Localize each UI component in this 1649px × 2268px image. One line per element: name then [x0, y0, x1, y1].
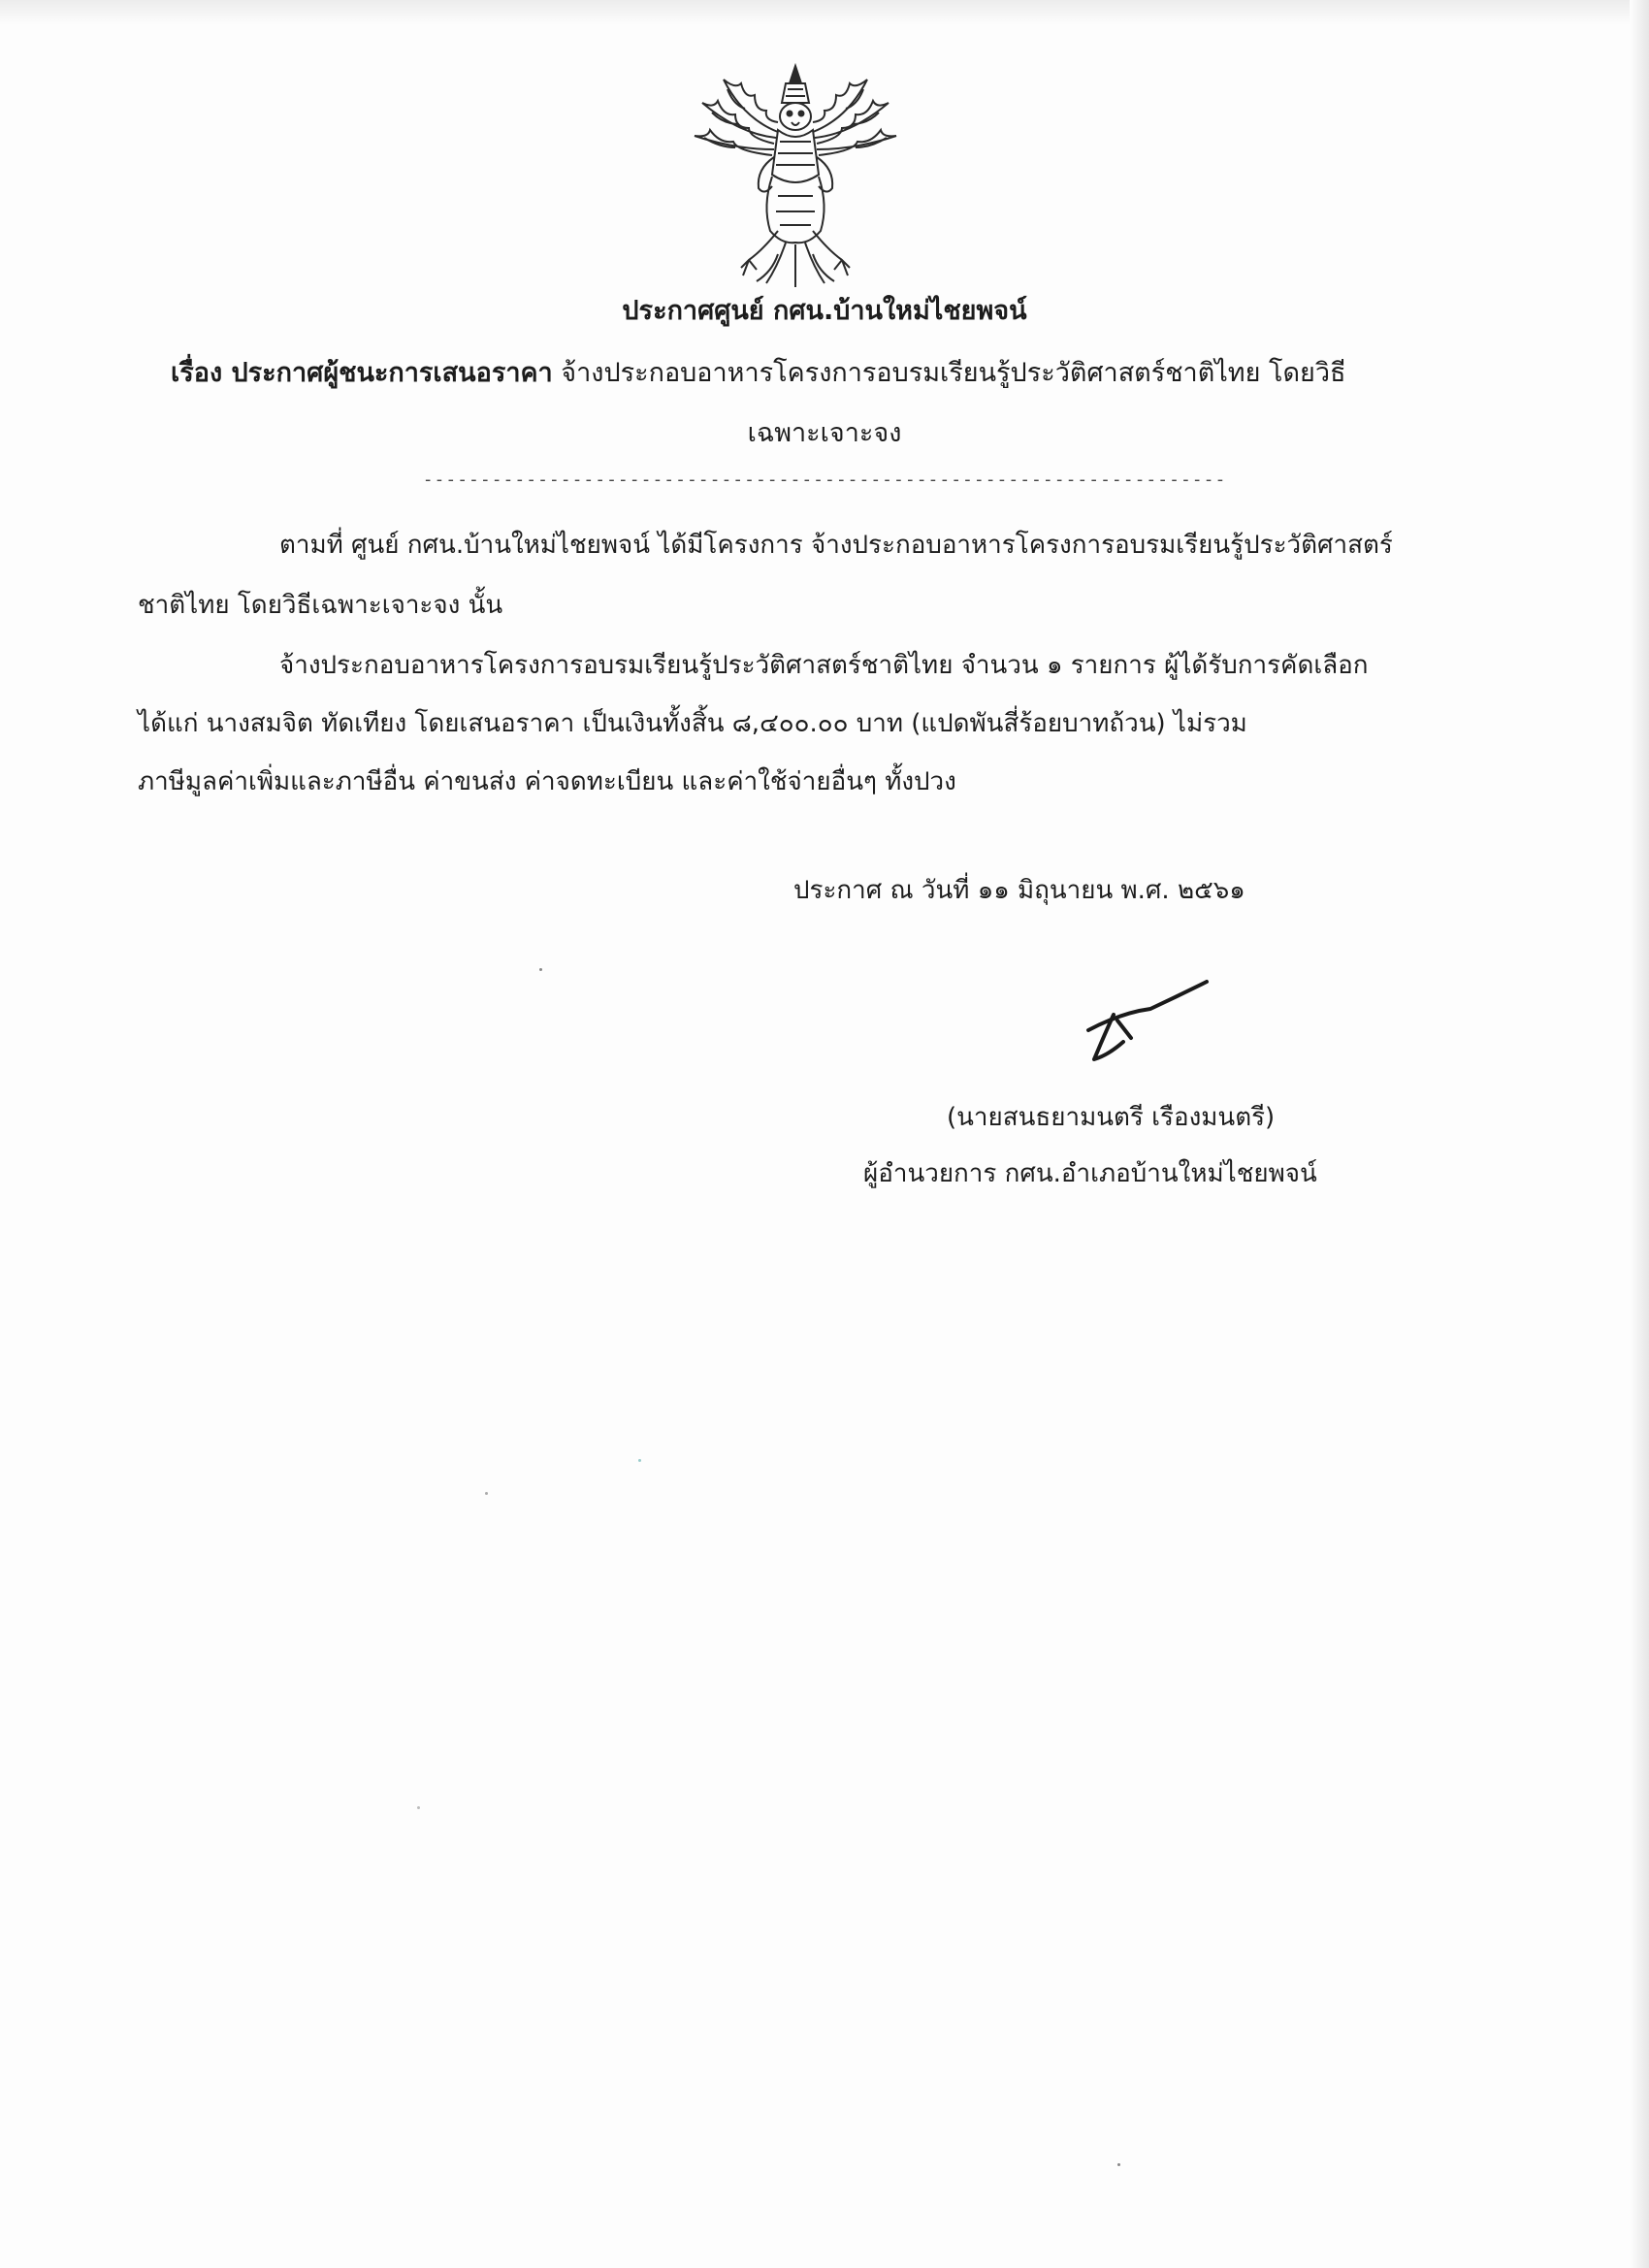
paragraph-2-line-1: จ้างประกอบอาหารโครงการอบรมเรียนรู้ประวัติศาสตร์ชาติไทย จำนวน ๑ รายการ ผู้ได้รับการคัดเลือก [279, 651, 1369, 680]
announcement-date: ประกาศ ณ วันที่ ๑๑ มิถุนายน พ.ศ. ๒๕๖๑ [793, 876, 1245, 905]
paragraph-2-line-3: ภาษีมูลค่าเพิ่มและภาษีอื่น ค่าขนส่ง ค่าจดทะเบียน และค่าใช้จ่ายอื่นๆ ทั้งปวง [138, 767, 956, 796]
subject-text: จ้างประกอบอาหารโครงการอบรมเรียนรู้ประวัติศาสตร์ชาติไทย โดยวิธี [552, 358, 1346, 388]
signer-position: ผู้อำนวยการ กศน.อำเภอบ้านใหม่ไชยพจน์ [863, 1159, 1317, 1188]
subject-continuation: เฉพาะเจาะจง [747, 418, 902, 448]
scan-speck [539, 968, 542, 971]
subject-line [171, 355, 1346, 392]
scan-shadow-edge [1630, 0, 1649, 2268]
subject-label: เรื่อง ประกาศผู้ชนะการเสนอราคา [171, 358, 553, 388]
scan-shadow-top [0, 0, 1649, 25]
scan-speck [1117, 2163, 1120, 2166]
paragraph-1-line-2: ชาติไทย โดยวิธีเฉพาะเจาะจง นั้น [138, 591, 503, 620]
scan-speck [417, 1806, 420, 1809]
scan-speck [638, 1459, 641, 1462]
document-title: ประกาศศูนย์ กศน.บ้านใหม่ไชยพจน์ [622, 296, 1027, 326]
signer-name: (นายสนธยามนตรี เรืองมนตรี) [947, 1103, 1276, 1132]
scan-speck [485, 1492, 488, 1495]
garuda-emblem-icon [685, 60, 906, 291]
paragraph-2-line-2: ได้แก่ นางสมจิต ทัดเทียง โดยเสนอราคา เป็นเงินทั้งสิ้น ๘,๔๐๐.๐๐ บาท (แปดพันสี่ร้อยบาทถ้วน) ไม่รวม [138, 709, 1247, 738]
handwritten-signature [1071, 974, 1216, 1071]
divider-line: ---------------------------------------------------------------------- [422, 470, 1227, 490]
paragraph-1-line-1: ตามที่ ศูนย์ กศน.บ้านใหม่ไชยพจน์ ได้มีโครงการ จ้างประกอบอาหารโครงการอบรมเรียนรู้ประวัติศาสตร์ [279, 531, 1393, 560]
